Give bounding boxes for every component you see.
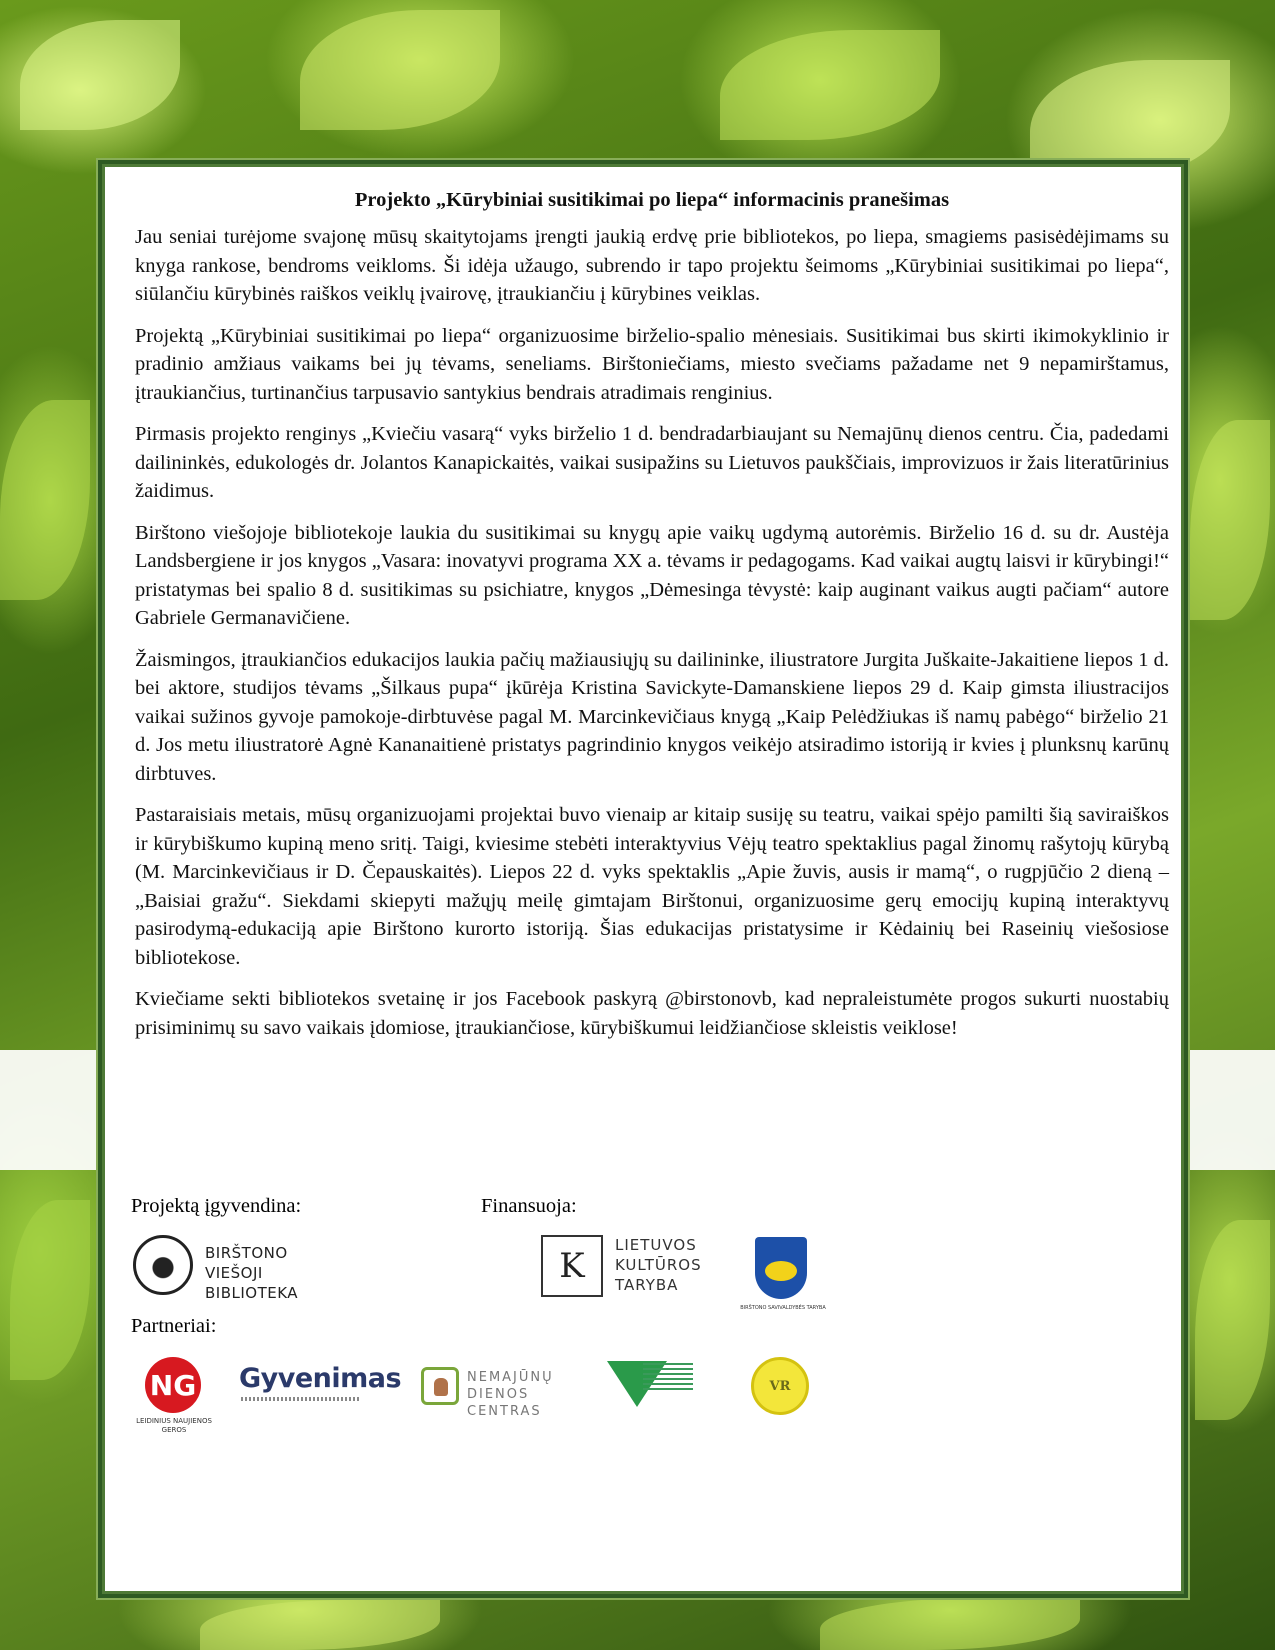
coat-of-arms-icon <box>755 1237 807 1299</box>
day-centre-line-1: NEMAJŪNŲ <box>467 1370 554 1385</box>
day-centre-line-2: DIENOS CENTRAS <box>467 1387 542 1419</box>
leaf-decoration <box>300 10 500 130</box>
leaf-decoration <box>1030 60 1230 180</box>
paragraph-schedule: Projektą „Kūrybiniai susitikimai po liepa“ organizuosime birželio-spalio mėnesiais. Susitikimai bus skirti ikimokyklinio ir pradinio amžiaus vaikams bei jų tėvams, seneliams. Birštoniečiams, miesto svečiams pažadame net 9 nepamirštamus, įtraukiančius, turtinančius tarpusavio santykius bendrais atradimais renginius. <box>135 324 1169 404</box>
partner-library-logo <box>607 1361 697 1411</box>
culture-council-line-1: LIETUVOS <box>615 1236 697 1254</box>
paragraph-theatre: Pastaraisiais metais, mūsų organizuojami projektai buvo vienaip ar kitaip susiję su teatru, vaikai spėjo pamilti šią saviraiškos ir kūrybiškumo kupiną meno sritį. Taigi, kviesime stebėti interaktyvius Vėjų teatro spektaklius pagal žinomų rašytojų kūrybą (M. Marcinkevičiaus ir D. Čepauskaitės). Liepos 22 d. vyks spektaklis „Apie žuvis, ausis ir mamą“, o rugpjūčio 2 dieną – „Baisiai gražu“. Siekdami skiepyti mažųjų meilę gimtajam Birštonui, organizuosime gerų emocijų kupiną interaktyvų pasirodymą-edukaciją apie Birštono kurorto istoriją. Šias edukacijas pristatysime ir Kėdainių bei Raseinių viešosiose bibliotekose. <box>135 804 1169 969</box>
ng-newspaper-logo <box>133 1357 223 1437</box>
culture-council-line-3: TARYBA <box>615 1276 679 1294</box>
culture-council-k-icon: K <box>541 1235 603 1297</box>
leaf-decoration <box>1190 420 1270 620</box>
hand-icon <box>421 1367 459 1405</box>
library-emblem-icon <box>133 1235 193 1295</box>
document-content <box>135 187 1169 1055</box>
library-logo-line-2: VIEŠOJI BIBLIOTEKA <box>205 1264 299 1302</box>
partners-label: Partneriai: <box>131 1315 217 1337</box>
seal-icon: VR <box>751 1357 809 1415</box>
document-frame <box>102 164 1184 1594</box>
paragraph-intro: Jau seniai turėjome svajonę mūsų skaitytojams įrengti jaukią erdvę prie bibliotekos, po liepa, smagiems pasisėdėjimams su knyga rankose, bendroms veikloms. Ši idėja užaugo, subrendo ir tapo projektu šeimoms „Kūrybiniai susitikimai po liepa“, siūlančiu kūrybinės raiškos veiklų įvairovę, įtraukiančiu į kūrybines veiklas. <box>135 226 1169 305</box>
gyvenimas-wordmark: Gyvenimas <box>239 1363 402 1394</box>
paragraph-first-event: Pirmasis projekto renginys „Kviečiu vasarą“ vyks birželio 1 d. bendradarbiaujant su Nemajūnų dienos centru. Čia, padedami dailininkės, edukologės dr. Jolantos Kanapickaitės, vaikai susipažins su Lietuvos paukščiais, improvizuos ir žais literatūrinius žaidimus. <box>135 423 1169 502</box>
leaf-decoration <box>0 400 90 600</box>
gyvenimas-logo <box>239 1363 402 1407</box>
paragraph-workshops: Žaismingos, įtraukiančios edukacijos laukia pačių mažiausiųjų su dailininke, iliustratore Jurgita Juškaite-Jakaitiene liepos 1 d. bei aktore, studijos tėvams „Šilkaus pupa“ įkūrėja Kristina Savickyte-Damanskiene liepos 29 d. Kaip gimsta iliustracijos vaikai sužinos gyvoje pamokoje-dirbtuvėse pagal M. Marcinkevičiaus knygą „Kaip Pelėdžiukas iš namų pabėgo“ birželio 21 d. Jos metu iliustratorė Agnė Kananaitienė pristatys pagrindinio knygos veikėjo atsiradimo istoriją ir kvies į plunksnų karūnų dirbtuves. <box>135 648 1169 785</box>
lithuanian-culture-council-logo <box>541 1235 711 1299</box>
funder-label: Finansuoja: <box>481 1195 577 1217</box>
birstono-library-logo <box>133 1235 333 1302</box>
birstonas-municipality-logo <box>740 1237 826 1317</box>
leaf-decoration <box>1195 1220 1270 1420</box>
paragraph-invitation: Kviečiame sekti bibliotekos svetainę ir jos Facebook paskyrą @birstonovb, kad nepraleistumėte progos sukurti nuostabių prisiminimų su savo vaikais įdomiose, įtraukiančiose, kūrybiškumui leidžiančiose skleistis veiklose! <box>135 988 1169 1039</box>
leaf-decoration <box>820 1598 1080 1650</box>
leaf-decoration <box>720 30 940 140</box>
document-title: Projekto „Kūrybiniai susitikimai po liepa“ informacinis pranešimas <box>354 189 950 211</box>
culture-council-line-2: KULTŪROS <box>615 1256 702 1274</box>
library-logo-line-1: BIRŠTONO <box>205 1244 288 1262</box>
municipality-caption: BIRŠTONO SAVIVALDYBĖS TARYBA <box>740 1305 826 1311</box>
leaf-decoration <box>10 1200 90 1380</box>
nemajunai-day-centre-logo <box>421 1367 571 1419</box>
ng-caption: LEIDINIUS NAUJIENOS GEROS <box>136 1417 212 1434</box>
leaf-decoration <box>200 1600 440 1650</box>
paragraph-authors: Birštono viešojoje bibliotekoje laukia du susitikimai su knygų apie vaikų ugdymą autorėmis. Birželio 16 d. su dr. Austėja Landsbergiene ir jos knygos „Vasara: inovatyvi programa XX a. tėvams ir pedagogams. Kad vaikai augtų laisvi ir kūrybingi!“ pristatymas bei spalio 8 d. susitikimas su psichiatre, knygos „Dėmesinga tėvystė: kaip auginant vaikus augti pačiam“ autore Gabriele Germanavičiene. <box>135 521 1169 629</box>
implementer-label: Projektą įgyvendina: <box>131 1195 302 1217</box>
ng-logo-circle: NG <box>145 1357 201 1413</box>
leaf-decoration <box>20 20 180 130</box>
partner-seal-logo <box>751 1357 811 1417</box>
